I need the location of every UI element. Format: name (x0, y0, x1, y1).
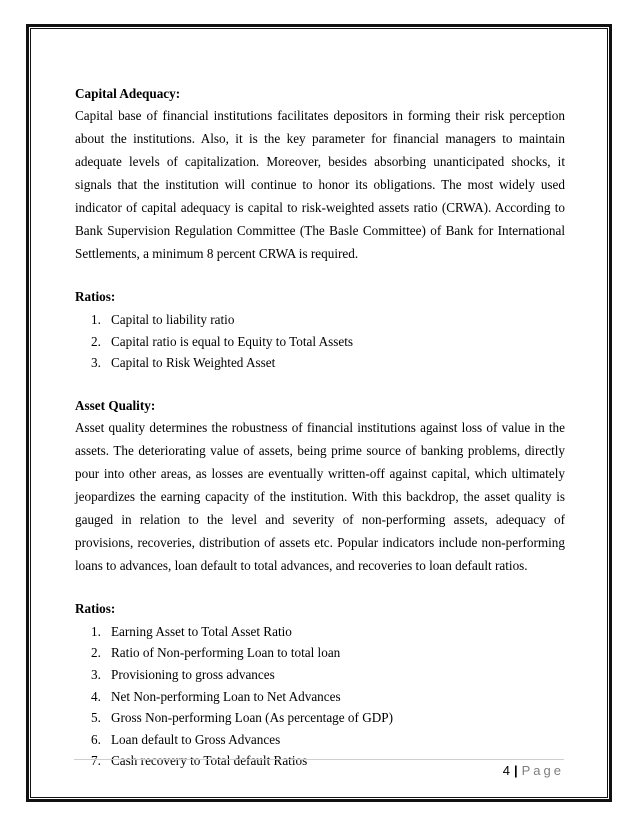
list-number: 3. (91, 355, 101, 371)
list-text: Loan default to Gross Advances (111, 731, 281, 747)
paragraph-capital-adequacy: Capital base of financial institutions facilitates depositors in forming their risk perception about the institutions. Also, it is the key parameter for financial managers to maintain adequate levels of capitalization. Moreover, besides absorbing unanticipated shocks, it signals that the institution will continue to honor its obligations. The most widely used indicator of capital adequacy is capital to risk-weighted assets ratio (CRWA). According to Bank Supervision Regulation Committee (The Basle Committee) of Bank for International Settlements, a minimum 8 percent CRWA is required. (75, 108, 565, 261)
section-heading-capital-adequacy: Capital Adequacy: (75, 86, 181, 101)
footer-divider (74, 759, 564, 760)
list-text: Capital to Risk Weighted Asset (111, 355, 276, 371)
list-number: 1. (91, 312, 101, 327)
list-number: 7. (91, 753, 101, 769)
list-item (75, 750, 565, 772)
list-text: Capital to liability ratio (111, 312, 235, 327)
list-item (75, 686, 565, 708)
list-number: 6. (91, 731, 101, 747)
list-text: Provisioning to gross advances (111, 666, 275, 682)
list-text: Ratio of Non-performing Loan to total loan (111, 645, 341, 661)
list-item (75, 352, 565, 374)
list-text: Earning Asset to Total Asset Ratio (111, 623, 292, 639)
list-number: 5. (91, 710, 101, 726)
list-item (75, 729, 565, 751)
list-item (75, 331, 565, 353)
list-number: 2. (91, 333, 101, 349)
list-text: Gross Non-performing Loan (As percentage of GDP) (111, 710, 393, 726)
list-item (75, 621, 565, 643)
list-number: 3. (91, 666, 101, 682)
section-heading-ratios-1: Ratios: (75, 289, 116, 304)
list-item (75, 309, 565, 331)
list-text: Cash recovery to Total default Ratios (111, 753, 308, 769)
section-heading-asset-quality: Asset Quality: (75, 397, 156, 413)
ratios-list-2 (75, 621, 565, 772)
page-number: 4 (502, 763, 510, 778)
list-item (75, 664, 565, 686)
section-heading-ratios-2: Ratios: (75, 600, 116, 616)
list-number: 4. (91, 688, 101, 704)
list-number: 2. (91, 645, 101, 661)
document-body (75, 84, 565, 772)
list-number: 1. (91, 623, 101, 639)
page-label: Page (521, 763, 564, 778)
list-item (75, 642, 565, 664)
ratios-list-1 (75, 309, 565, 374)
list-text: Capital ratio is equal to Equity to Total Assets (111, 333, 354, 349)
paragraph-asset-quality: Asset quality determines the robustness of financial institutions against loss of value in the assets. The deteriorating value of assets, being prime source of banking problems, directly pour into other areas, as losses are eventually written-off against capital, which ultimately jeopardizes the earning capacity of the institution. With this backdrop, the asset quality is gauged in relation to the level and severity of non-performing assets, adequacy of provisions, recoveries, distribution of assets etc. Popular indicators include non-performing loans to advances, loan default to total advances, and recoveries to loan default ratios. (75, 419, 565, 573)
footer-separator: | (513, 763, 518, 778)
page-footer (503, 763, 564, 778)
list-item (75, 707, 565, 729)
list-text: Net Non-performing Loan to Net Advances (111, 688, 341, 704)
